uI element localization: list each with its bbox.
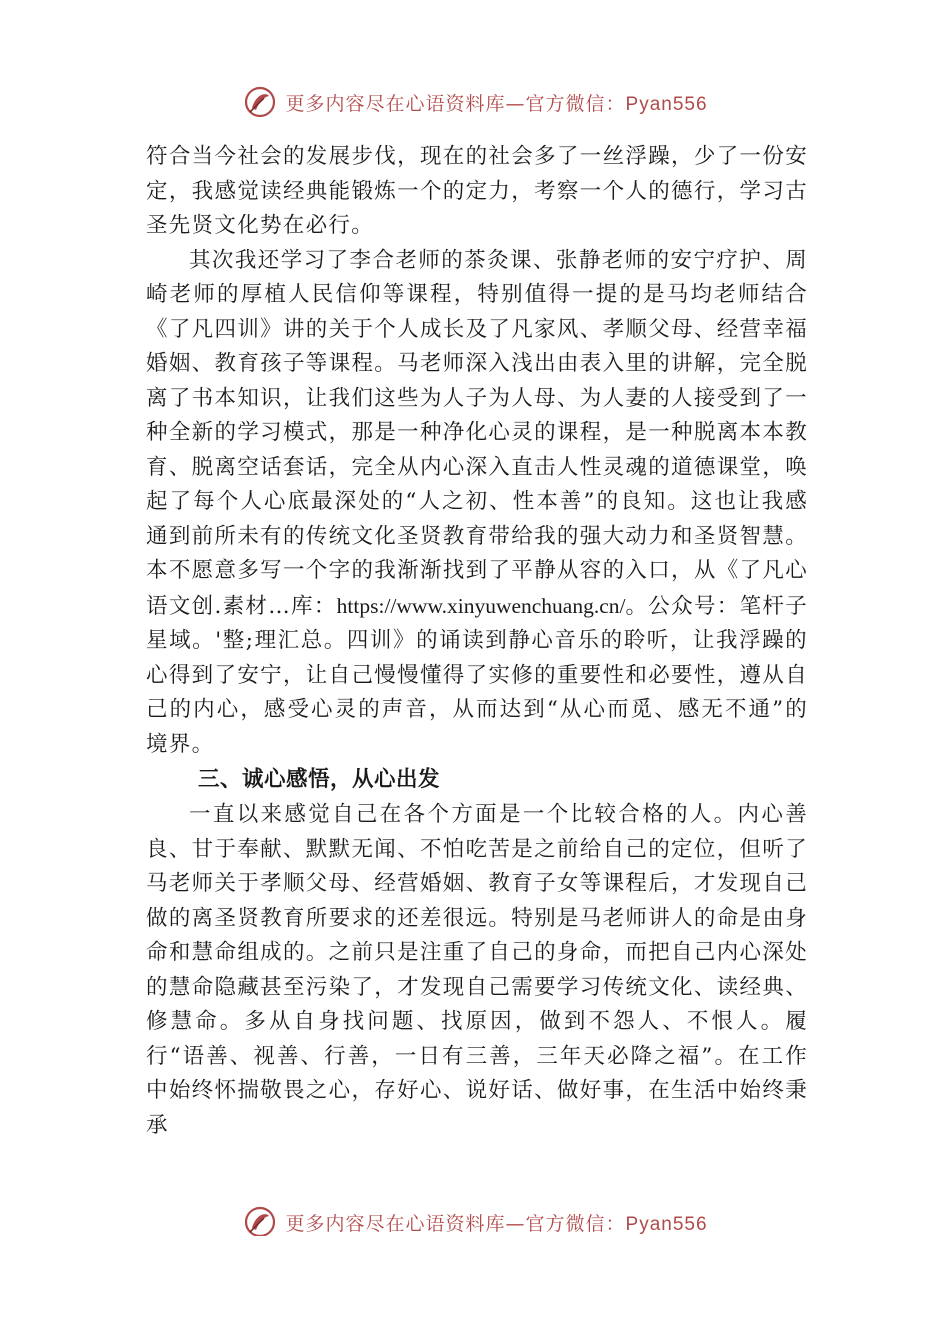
watermark-text: 更多内容尽在心语资料库—官方微信：Pyan556 — [285, 1212, 708, 1235]
watermark-text: 更多内容尽在心语资料库—官方微信：Pyan556 — [285, 92, 708, 115]
header-watermark — [0, 84, 950, 124]
section-heading: 三、诚心感悟，从心出发 — [198, 767, 441, 792]
document-body — [146, 140, 808, 1143]
paragraph-3: 一直以来感觉自己在各个方面是一个比较合格的人。内心善良、甘于奉献、默默无闻、不怕吃苦是之前给自己的定位，但听了马老师关于孝顺父母、经营婚姻、教育子女等课程后，才发现自己做的离圣贤教育所要求的还差很远。特别是马老师讲人的命是由身命和慧命组成的。之前只是注重了自己的身命，而把自己内心深处的慧命隐藏甚至污染了，才发现自己需要学习传统文化、读经典、修慧命。多从自身找问题、找原因，做到不怨人、不恨人。履行“语善、视善、行善，一日有三善，三年天必降之福”。在工作中始终怀揣敬畏之心，存好心、说好话、做好事，在生活中始终秉承 — [146, 802, 808, 1138]
paragraph-1: 符合当今社会的发展步伐，现在的社会多了一丝浮躁，少了一份安定，我感觉读经典能锻炼一个的定力，考察一个人的德行，学习古圣先贤文化势在必行。 — [146, 144, 808, 238]
brand-logo-icon — [242, 84, 278, 120]
brand-logo-icon — [242, 1204, 278, 1236]
source-url: https://www.xinyuwenchuang.cn/ — [336, 593, 626, 618]
paragraph-2: 其次我还学习了李合老师的茶灸课、张静老师的安宁疗护、周崎老师的厚植人民信仰等课程，特别值得一提的是马均老师结合《了凡四训》讲的关于个人成长及了凡家风、孝顺父母、经营幸福婚姻、教育孩子等课程。马老师深入浅出由表入里的讲解，完全脱离了书本知识，让我们这些为人子为人母、为人妻的人接受到了一种全新的学习模式，那是一种净化心灵的课程，是一种脱离本本教育、脱离空话套话，完全从内心深入直击人性灵魂的道德课堂，唤起了每个人心底最深处的“人之初、性本善”的良知。这也让我感通到前所未有的传统文化圣贤教育带给我的强大动力和圣贤智慧。本不愿意多写一个字的我渐渐找到了平静从容的入口，从《了凡心语文创.素材…库：https://www.xinyuwenchuang.cn/。公众号：笔杆子星域。'整;理汇总。四训》的诵读到静心音乐的聆听，让我浮躁的心得到了安宁，让自己慢慢懂得了实修的重要性和必要性，遵从自己的内心，感受心灵的声音，从而达到“从心而觅、感无不通”的境界。 — [146, 247, 808, 757]
footer-watermark — [0, 1204, 950, 1236]
